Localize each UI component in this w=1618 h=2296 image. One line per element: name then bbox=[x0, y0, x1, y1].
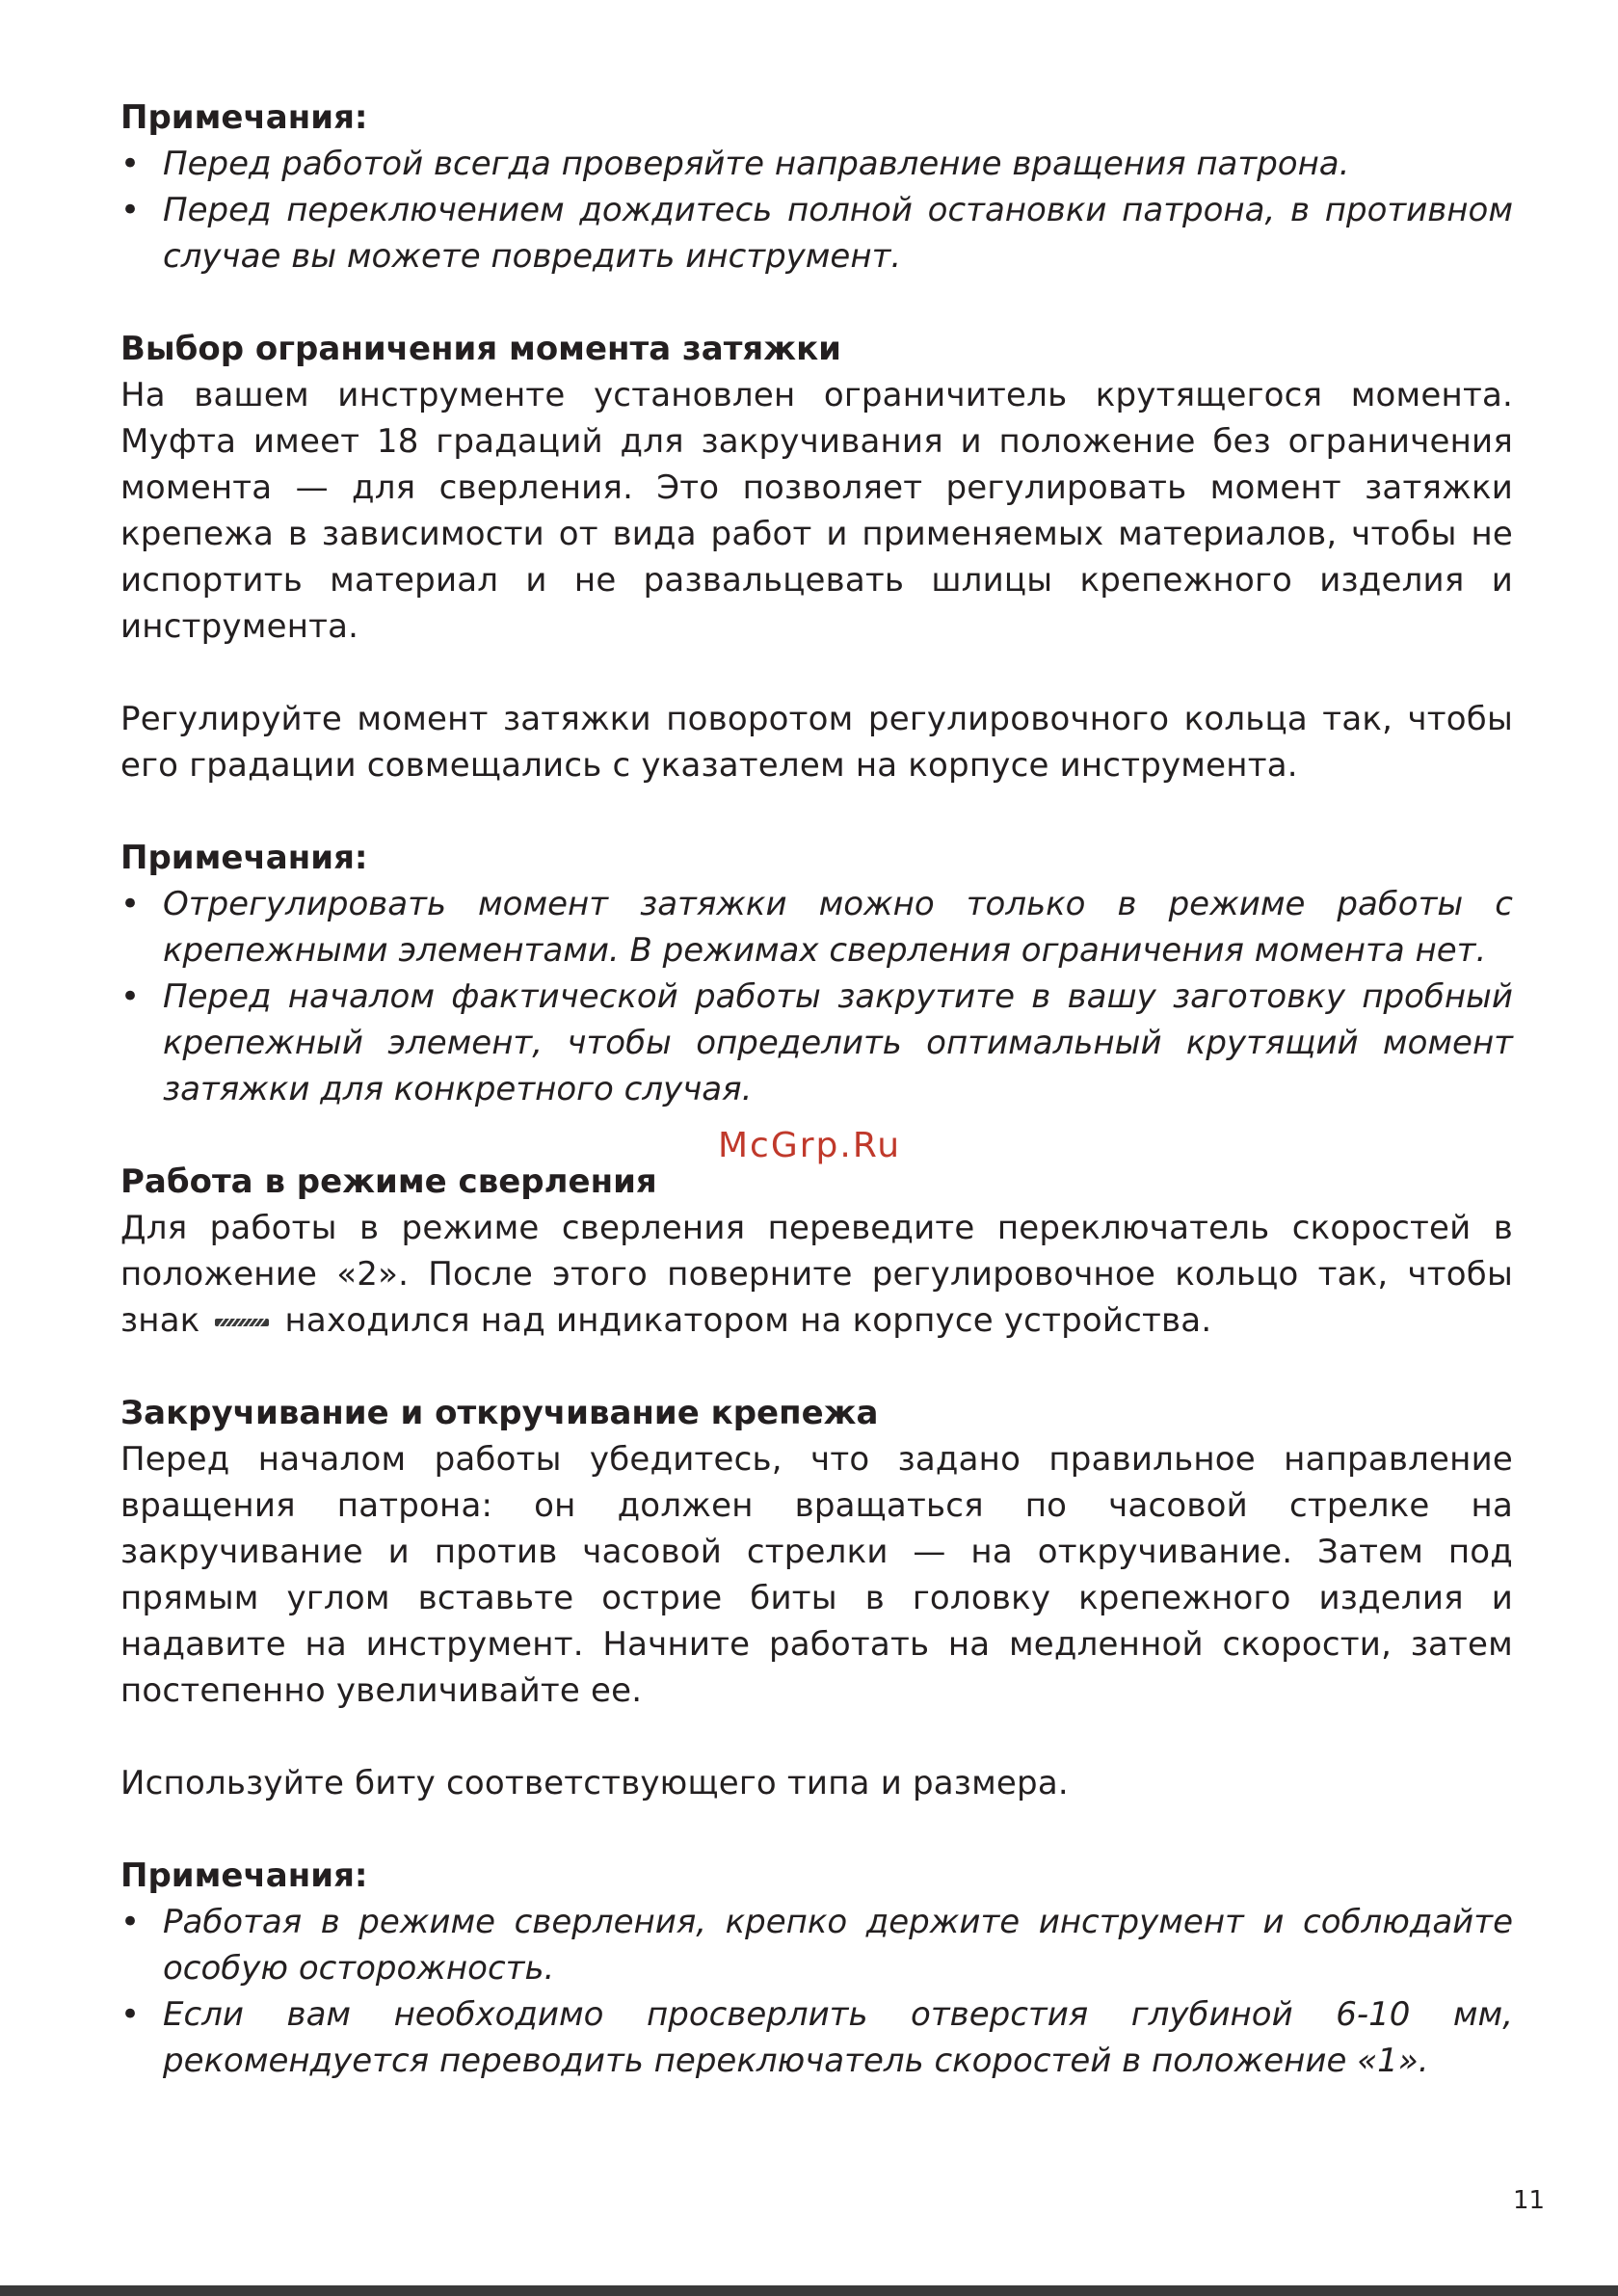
bullet: • bbox=[120, 977, 141, 1016]
bullet: • bbox=[120, 145, 141, 183]
notes-heading-1: Примечания: bbox=[120, 98, 368, 137]
note-item bbox=[120, 974, 1513, 1112]
note-item bbox=[120, 1899, 1513, 1991]
notes-heading-3: Примечания: bbox=[120, 1856, 368, 1895]
document-body bbox=[120, 94, 1513, 2084]
note-item bbox=[120, 1991, 1513, 2084]
notes-list-1 bbox=[120, 141, 1513, 280]
drilling-text-after: находился над индикатором на корпусе устройства. bbox=[284, 1301, 1212, 1340]
watermark: McGrp.Ru bbox=[718, 1126, 902, 1165]
notes-list-2 bbox=[120, 881, 1513, 1112]
note-text: Отрегулировать момент затяжки можно только в режиме работы с крепежными элементами. В режимах сверления ограничения момента нет. bbox=[163, 885, 1513, 970]
bullet: • bbox=[120, 885, 141, 923]
note-text: Перед переключением дождитесь полной остановки патрона, в противном случае вы можете повредить инструмент. bbox=[163, 191, 1513, 276]
note-item bbox=[120, 141, 1513, 187]
drilling-text-before: Для работы в режиме сверления переведите переключатель скоростей в положение «2». После этого поверните регулировочное кольцо так, чтобы знак bbox=[120, 1209, 1513, 1340]
notes-heading-2: Примечания: bbox=[120, 839, 368, 877]
bullet: • bbox=[120, 1995, 141, 2034]
bottom-divider bbox=[0, 2285, 1618, 2296]
note-item bbox=[120, 881, 1513, 974]
bullet: • bbox=[120, 1903, 141, 1941]
torque-paragraph-2: Регулируйте момент затяжки поворотом регулировочного кольца так, чтобы его градации совмещались с указателем на корпусе инструмента. bbox=[120, 700, 1513, 785]
torque-heading: Выбор ограничения момента затяжки bbox=[120, 330, 841, 368]
fastening-heading: Закручивание и откручивание крепежа bbox=[120, 1394, 879, 1432]
fastening-paragraph-2: Используйте биту соответствующего типа и размера. bbox=[120, 1764, 1069, 1802]
note-text: Если вам необходимо просверлить отверстия глубиной 6-10 мм, рекомендуется переводить переключатель скоростей в положение «1». bbox=[163, 1995, 1513, 2080]
page-number: 11 bbox=[1513, 2186, 1546, 2215]
drill-bit-icon bbox=[215, 1317, 269, 1328]
note-text: Работая в режиме сверления, крепко держите инструмент и соблюдайте особую осторожность. bbox=[163, 1903, 1513, 1988]
note-item bbox=[120, 187, 1513, 280]
bullet: • bbox=[120, 191, 141, 229]
note-text: Перед началом фактической работы закрутите в вашу заготовку пробный крепежный элемент, чтобы определить оптимальный крутящий момент затяжки для конкретного случая. bbox=[163, 977, 1513, 1108]
note-text: Перед работой всегда проверяйте направление вращения патрона. bbox=[163, 145, 1350, 183]
drilling-paragraph bbox=[120, 1205, 1513, 1344]
drilling-heading: Работа в режиме сверления bbox=[120, 1162, 657, 1201]
notes-list-3 bbox=[120, 1899, 1513, 2084]
fastening-paragraph-1: Перед началом работы убедитесь, что задано правильное направление вращения патрона: он должен вращаться по часовой стрелке на закручивание и против часовой стрелки — на откручивание. Затем под прямым углом вставьте острие биты в головку крепежного изделия и надавите на инструмент. Начните работать на медленной скорости, затем постепенно увеличивайте ее. bbox=[120, 1440, 1513, 1710]
torque-paragraph-1: На вашем инструменте установлен ограничитель крутящегося момента. Муфта имеет 18 градаций для закручивания и положение без ограничения момента — для сверления. Это позволяет регулировать момент затяжки крепежа в зависимости от вида работ и применяемых материалов, чтобы не испортить материал и не развальцевать шлицы крепежного изделия и инструмента. bbox=[120, 376, 1513, 646]
